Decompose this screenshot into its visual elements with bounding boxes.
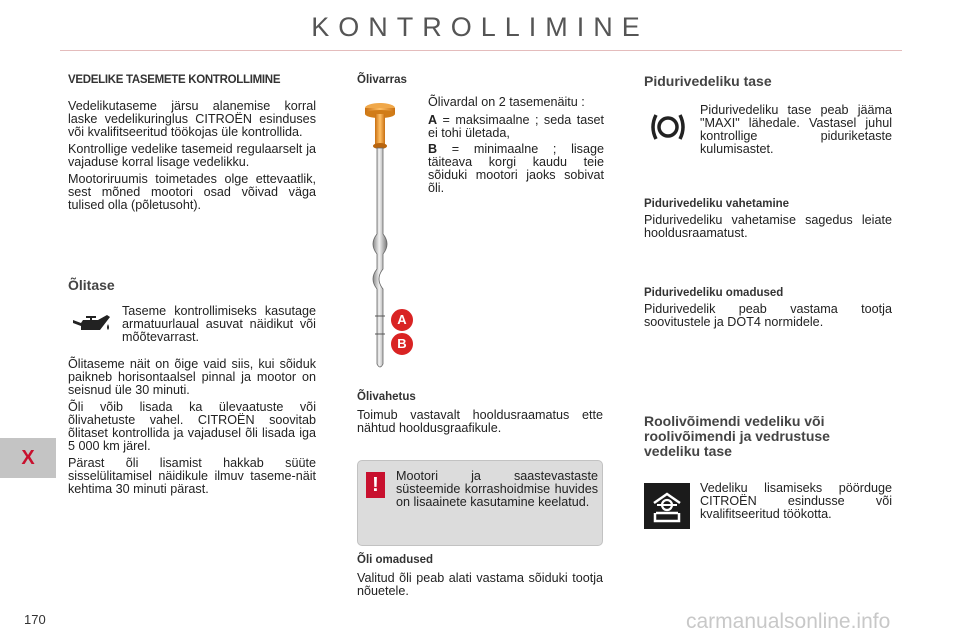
steering-fluid-text: Vedeliku lisamiseks pöörduge CITROËN esindusse või kvalifitseeritud töökotta.	[700, 481, 892, 521]
brake-warning-icon	[648, 110, 688, 144]
warning-icon: !	[366, 472, 385, 498]
oil-paragraph-3: Pärast õli lisamist hakkab süüte sisselülitamisel näidikule ilmuv taseme-näit kehtima 30 minuti pärast.	[68, 456, 316, 496]
intro-paragraph-2: Kontrollige vedelike tasemeid regulaarselt ja vajaduse korral lisage vedelikku.	[68, 142, 316, 169]
brake-properties-text: Pidurivedelik peab vastama tootja soovitustele ja DOT4 normidele.	[644, 302, 892, 329]
steering-fluid-icon	[644, 483, 690, 529]
oil-paragraph-1: Õlitaseme näit on õige vaid siis, kui sõiduk paikneb horisontaalsel pinnal ja mootor on seisnud üle 30 minuti.	[68, 357, 316, 397]
page-title: KONTROLLIMINE	[311, 12, 649, 42]
level-a-text: = maksimaalne ; seda taset ei tohi ületada,	[428, 113, 604, 140]
oil-properties-title: Õli omadused	[357, 554, 434, 566]
marker-b-label: B	[397, 336, 407, 351]
dipstick-title: Õlivarras	[357, 74, 407, 86]
oil-level-text	[68, 358, 316, 500]
chapter-tab-label: X	[21, 446, 35, 469]
marker-a-label: A	[397, 312, 407, 327]
oil-properties-text: Valitud õli peab alati vastama sõiduki tootja nõuetele.	[357, 571, 603, 598]
brake-properties-title: Pidurivedeliku omadused	[644, 287, 784, 299]
oil-level-title: Õlitase	[68, 277, 115, 293]
level-b-text: = minimaalne ; lisage täiteava korgi kaudu teie sõiduki mootori jaoks sobivat õli.	[428, 142, 604, 195]
level-b-description	[428, 143, 604, 195]
intro-paragraph-3: Mootoriruumis toimetades olge ettevaatlik, sest mõned mootori osad võivad väga tulised olla (põletusoht).	[68, 172, 316, 212]
level-b-letter: B	[428, 142, 438, 156]
brake-change-title: Pidurivedeliku vahetamine	[644, 198, 790, 210]
brake-change-text: Pidurivedeliku vahetamise sagedus leiate hooldusraamatust.	[644, 213, 892, 240]
oil-paragraph-2: Õli võib lisada ka ülevaatuste või õlivahetuste vahel. CITROËN soovitab õlitaset kontrollida ja vajadusel õli lisada iga 5 000 km järel.	[68, 400, 316, 453]
oil-gauge-text: Taseme kontrollimiseks kasutage armatuurlaual asuvat näidikut või mõõtevarrast.	[122, 304, 316, 344]
chapter-tab[interactable]	[0, 438, 56, 478]
steering-title-line-3: vedeliku tase	[644, 443, 732, 459]
intro-text	[68, 100, 316, 216]
marker-b	[388, 330, 416, 358]
steering-fluid-title	[644, 414, 892, 459]
watermark: carmanualsonline.info	[686, 610, 891, 633]
fluid-levels-heading: VEDELIKE TASEMETE KONTROLLIMINE	[68, 74, 281, 86]
brake-level-text: Pidurivedeliku tase peab jääma "MAXI" lähedale. Vastasel juhul kontrollige piduriketaste kulumisastet.	[700, 103, 892, 156]
steering-title-line-1: Roolivõimendi vedeliku või	[644, 413, 825, 429]
oil-change-title: Õlivahetus	[357, 391, 416, 403]
title-divider	[60, 50, 902, 51]
dipstick-intro: Õlivardal on 2 tasemenäitu :	[428, 95, 585, 109]
steering-title-line-2: roolivõimendi ja vedrustuse	[644, 428, 830, 444]
oil-change-text: Toimub vastavalt hooldusraamatus ette nähtud hooldusgraafikule.	[357, 408, 603, 435]
level-a-description	[428, 114, 604, 140]
oil-can-icon	[70, 310, 112, 340]
level-a-letter: A	[428, 113, 438, 127]
intro-paragraph-1: Vedelikutaseme järsu alanemise korral laske vedelikuringlus CITROËN esinduses või kvalifitseeritud töökojas üle kontrollida.	[68, 99, 316, 139]
warning-text: Mootori ja saastevastaste süsteemide korrashoidmise huvides on lisaainete kasutamine keelatud.	[396, 469, 598, 509]
page-number: 170	[24, 612, 46, 627]
brake-fluid-title: Pidurivedeliku tase	[644, 73, 772, 89]
